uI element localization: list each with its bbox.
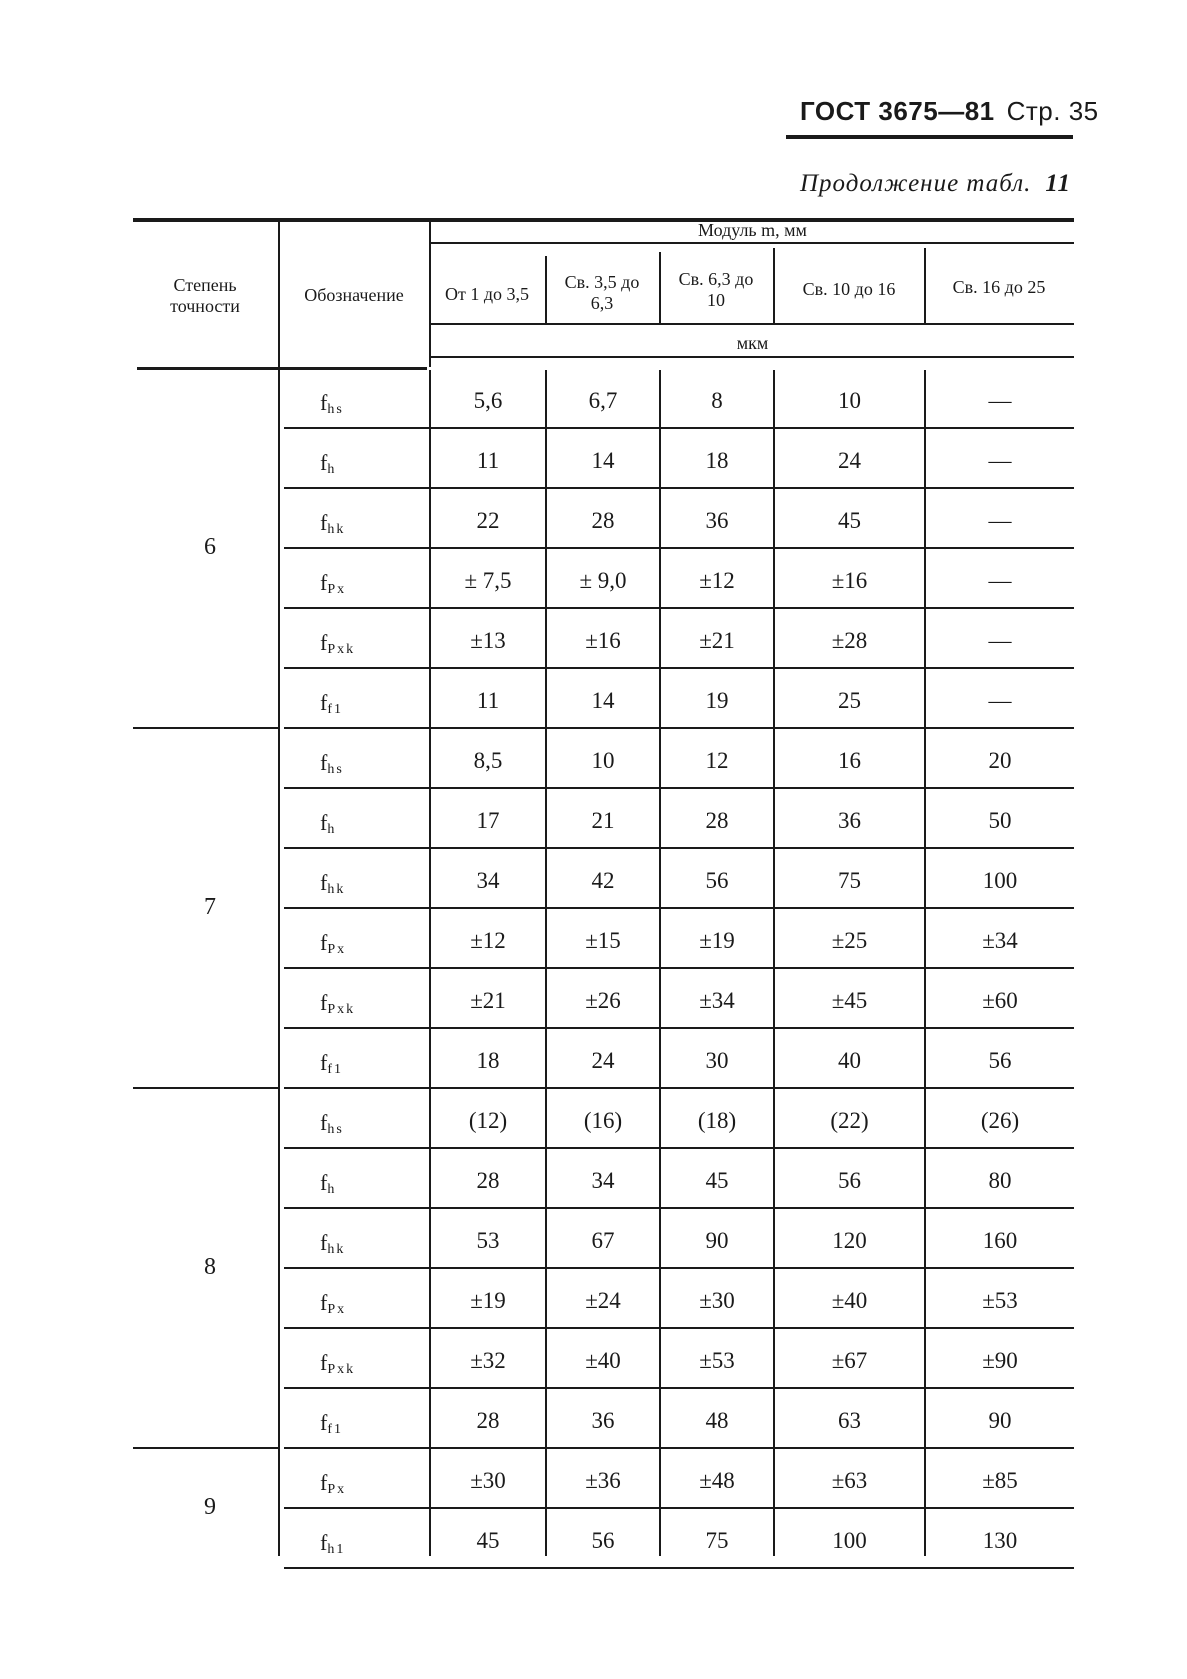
row-rule <box>284 667 1074 669</box>
table-cell: 56 <box>988 1048 1012 1073</box>
header-bottom-rule <box>137 367 427 370</box>
standard-number: ГОСТ 3675—81 <box>800 96 995 126</box>
page-header-text <box>800 96 1099 127</box>
header-rule <box>431 323 1074 325</box>
table-cell: (22) <box>830 1108 869 1133</box>
header-range: Св. 10 до 16 <box>802 279 896 299</box>
designation-subscript: hs <box>327 402 344 417</box>
table-cell: 67 <box>591 1228 615 1253</box>
designation-subscript: Pxk <box>327 1002 356 1017</box>
table-cell: 16 <box>838 748 861 773</box>
table-cell: 17 <box>476 808 500 833</box>
table-caption-text: Продолжение табл. <box>800 170 1032 197</box>
table-cell: 42 <box>591 868 615 893</box>
header-module: Модуль m, мм <box>698 220 807 240</box>
table-cell: 56 <box>705 868 729 893</box>
designation-base: f <box>320 570 328 595</box>
header-rule <box>786 135 1073 139</box>
table-cell: ±12 <box>470 928 506 953</box>
table-cell: 24 <box>591 1048 615 1073</box>
designation-base: f <box>320 810 328 835</box>
row-rule <box>284 487 1074 489</box>
designation-base: f <box>320 1530 328 1555</box>
header-range: От 1 до 3,5 <box>444 284 530 304</box>
designation-subscript: hs <box>327 762 344 777</box>
table-cell: 56 <box>591 1528 615 1553</box>
designation-base: f <box>320 630 328 655</box>
row-rule <box>284 727 1074 729</box>
designation-subscript: Px <box>327 582 347 597</box>
designation-subscript: hk <box>327 1242 346 1257</box>
header-divider <box>659 252 661 324</box>
designation-symbol <box>320 1230 345 1258</box>
table-cell: 45 <box>476 1528 500 1553</box>
table-cell: 14 <box>591 688 615 713</box>
table-cell: ±63 <box>831 1468 868 1493</box>
table-cell: 8,5 <box>473 748 503 773</box>
table-cell: ±30 <box>699 1288 735 1313</box>
table-cell: ±21 <box>470 988 506 1013</box>
table-cell: 80 <box>988 1168 1012 1193</box>
row-rule <box>284 847 1074 849</box>
designation-symbol <box>320 870 345 898</box>
table-cell: ±21 <box>699 628 735 653</box>
table-cell: 25 <box>838 688 861 713</box>
table-cell: 6,7 <box>588 388 618 413</box>
designation-symbol <box>320 810 336 838</box>
table-cell: 75 <box>838 868 861 893</box>
table-cell: 18 <box>705 448 729 473</box>
table-cell: ±48 <box>699 1468 735 1493</box>
table-cell: ±13 <box>470 628 506 653</box>
group-rule <box>133 727 278 729</box>
table-cell: — <box>988 508 1012 533</box>
degree-label: 6 <box>204 534 216 560</box>
table-cell: ±24 <box>585 1288 621 1313</box>
header-divider <box>545 256 547 324</box>
header-range: Св. 3,5 до 6,3 <box>564 272 640 313</box>
designation-base: f <box>320 750 328 775</box>
table-cell: 28 <box>591 508 615 533</box>
designation-subscript: f1 <box>327 702 343 717</box>
table-cell: ±19 <box>699 928 735 953</box>
designation-base: f <box>320 1470 328 1495</box>
designation-base: f <box>320 1230 328 1255</box>
row-rule <box>284 1507 1074 1509</box>
designation-subscript: hs <box>327 1122 344 1137</box>
table-cell: 40 <box>838 1048 861 1073</box>
table-cell: 45 <box>705 1168 729 1193</box>
table-cell: ±45 <box>831 988 868 1013</box>
table-cell: 120 <box>832 1228 867 1253</box>
table-cell: 36 <box>838 808 861 833</box>
header-rule <box>431 242 1074 244</box>
designation-base: f <box>320 1290 328 1315</box>
designation-base: f <box>320 930 328 955</box>
designation-subscript: h1 <box>327 1542 346 1557</box>
designation-subscript: Px <box>327 1302 347 1317</box>
designation-symbol <box>320 1530 345 1558</box>
designation-subscript: Px <box>327 942 347 957</box>
designation-base: f <box>320 1110 328 1135</box>
table-cell: 28 <box>476 1168 500 1193</box>
table-cell: 34 <box>591 1168 615 1193</box>
table-cell: ±16 <box>831 568 868 593</box>
row-rule <box>284 1447 1074 1449</box>
designation-symbol <box>320 1050 343 1078</box>
degree-label: 7 <box>204 894 216 920</box>
table-cell: 36 <box>705 508 729 533</box>
row-rule <box>284 1027 1074 1029</box>
table-cell: 20 <box>988 748 1012 773</box>
table-cell: 75 <box>705 1528 729 1553</box>
designation-symbol <box>320 930 346 958</box>
designation-base: f <box>320 390 328 415</box>
table-caption-number: 11 <box>1045 170 1072 197</box>
table-cell: 100 <box>982 868 1018 893</box>
table-cell: ±15 <box>585 928 621 953</box>
header-range: Св. 6,3 до 10 <box>678 269 754 310</box>
table-cell: 18 <box>476 1048 500 1073</box>
header-rule <box>431 356 1074 358</box>
table-cell: ±36 <box>585 1468 621 1493</box>
designation-base: f <box>320 450 328 475</box>
designation-symbol <box>320 750 344 778</box>
table-cell: 34 <box>476 868 500 893</box>
designation-symbol <box>320 570 346 598</box>
table-cell: — <box>988 448 1012 473</box>
table-cell: (18) <box>697 1108 737 1133</box>
row-rule <box>284 547 1074 549</box>
designation-symbol <box>320 450 336 478</box>
table-cell: 50 <box>988 808 1012 833</box>
table-cell: — <box>988 568 1012 593</box>
row-rule <box>284 607 1074 609</box>
designation-subscript: h <box>327 822 337 837</box>
table-cell: 10 <box>838 388 861 413</box>
table-cell: 100 <box>832 1528 867 1553</box>
designation-subscript: f1 <box>327 1422 343 1437</box>
table-cell: 10 <box>591 748 615 773</box>
designation-symbol <box>320 990 355 1018</box>
table-cell: ± 9,0 <box>579 568 627 593</box>
degree-label: 9 <box>204 1494 216 1520</box>
designation-subscript: Px <box>327 1482 347 1497</box>
header-unit: мкм <box>736 333 769 353</box>
group-rule <box>133 1087 278 1089</box>
table-cell: ±40 <box>831 1288 868 1313</box>
table-cell: — <box>988 628 1012 653</box>
designation-subscript: hk <box>327 882 346 897</box>
row-rule <box>284 1327 1074 1329</box>
row-rule <box>284 1087 1074 1089</box>
designation-base: f <box>320 1410 328 1435</box>
table-cell: 63 <box>838 1408 861 1433</box>
designation-base: f <box>320 690 328 715</box>
table-cell: ±19 <box>470 1288 506 1313</box>
designation-subscript: f1 <box>327 1062 343 1077</box>
header-symbol: Обозначение <box>304 285 404 305</box>
table-cell: 160 <box>982 1228 1018 1253</box>
designation-base: f <box>320 1350 328 1375</box>
table-cell: 24 <box>838 448 861 473</box>
table-cell: — <box>988 688 1012 713</box>
row-rule <box>284 907 1074 909</box>
table-cell: 90 <box>988 1408 1012 1433</box>
table-cell: ±30 <box>470 1468 506 1493</box>
designation-symbol <box>320 390 344 418</box>
designation-symbol <box>320 1470 346 1498</box>
designation-symbol <box>320 1410 343 1438</box>
table-cell: 5,6 <box>473 388 503 413</box>
row-rule <box>284 1387 1074 1389</box>
table-cell: (16) <box>583 1108 623 1133</box>
table-cell: 8 <box>711 388 723 413</box>
designation-symbol <box>320 1110 344 1138</box>
table-cell: 21 <box>591 808 615 833</box>
row-rule <box>284 1207 1074 1209</box>
table-cell: ±40 <box>585 1348 621 1373</box>
table-cell: 11 <box>476 688 500 713</box>
table-cell: ±28 <box>831 628 868 653</box>
row-rule <box>284 1267 1074 1269</box>
designation-subscript: h <box>327 1182 337 1197</box>
table-cell: ±12 <box>699 568 735 593</box>
table-cell: 53 <box>476 1228 500 1253</box>
table-cell: (26) <box>980 1108 1020 1133</box>
table-cell: ±85 <box>982 1468 1018 1493</box>
designation-symbol <box>320 510 345 538</box>
designation-subscript: hk <box>327 522 346 537</box>
table-cell: 30 <box>705 1048 729 1073</box>
designation-symbol <box>320 1350 355 1378</box>
header-range: Св. 16 до 25 <box>952 277 1046 297</box>
table-cell: ±60 <box>982 988 1018 1013</box>
designation-subscript: h <box>327 462 337 477</box>
table-cell: 12 <box>705 748 729 773</box>
table-cell: 45 <box>838 508 861 533</box>
header-divider <box>924 248 926 324</box>
designation-base: f <box>320 1170 328 1195</box>
designation-subscript: Pxk <box>327 642 356 657</box>
row-rule <box>284 967 1074 969</box>
table-cell: 28 <box>705 808 729 833</box>
table-cell: 28 <box>476 1408 500 1433</box>
table-cell: ±16 <box>585 628 621 653</box>
table-cell: ±26 <box>585 988 621 1013</box>
table-cell: 14 <box>591 448 615 473</box>
table-cell: ±34 <box>699 988 735 1013</box>
designation-base: f <box>320 870 328 895</box>
designation-symbol <box>320 630 355 658</box>
table-cell: ±34 <box>982 928 1018 953</box>
row-rule <box>284 427 1074 429</box>
table-cell: ±90 <box>982 1348 1018 1373</box>
table-cell: 56 <box>838 1168 861 1193</box>
designation-symbol <box>320 1170 336 1198</box>
degree-label: 8 <box>204 1254 216 1280</box>
table-cell: 36 <box>591 1408 615 1433</box>
table-cell: 22 <box>476 508 500 533</box>
table-cell: ±53 <box>982 1288 1018 1313</box>
group-rule <box>133 1447 278 1449</box>
table-cell: ±32 <box>470 1348 506 1373</box>
designation-symbol <box>320 1290 346 1318</box>
header-divider <box>278 222 280 367</box>
table-cell: (12) <box>468 1108 508 1133</box>
designation-base: f <box>320 510 328 535</box>
row-rule <box>284 787 1074 789</box>
designation-subscript: Pxk <box>327 1362 356 1377</box>
table-cell: — <box>988 388 1012 413</box>
header-degree: Степень точности <box>170 275 240 316</box>
row-rule <box>284 1567 1074 1569</box>
table-cell: 11 <box>476 448 500 473</box>
table-cell: ± 7,5 <box>464 568 512 593</box>
table-cell: 90 <box>705 1228 729 1253</box>
table-cell: 130 <box>982 1528 1018 1553</box>
designation-symbol <box>320 690 343 718</box>
designation-base: f <box>320 990 328 1015</box>
table-cell: 19 <box>705 688 729 713</box>
header-divider <box>773 248 775 324</box>
table-caption <box>800 170 1071 198</box>
table-cell: ±67 <box>831 1348 868 1373</box>
table-cell: ±53 <box>699 1348 735 1373</box>
page-number: Стр. 35 <box>1006 96 1099 126</box>
designation-base: f <box>320 1050 328 1075</box>
table-cell: ±25 <box>831 928 868 953</box>
row-rule <box>284 1147 1074 1149</box>
table-cell: 48 <box>705 1408 729 1433</box>
